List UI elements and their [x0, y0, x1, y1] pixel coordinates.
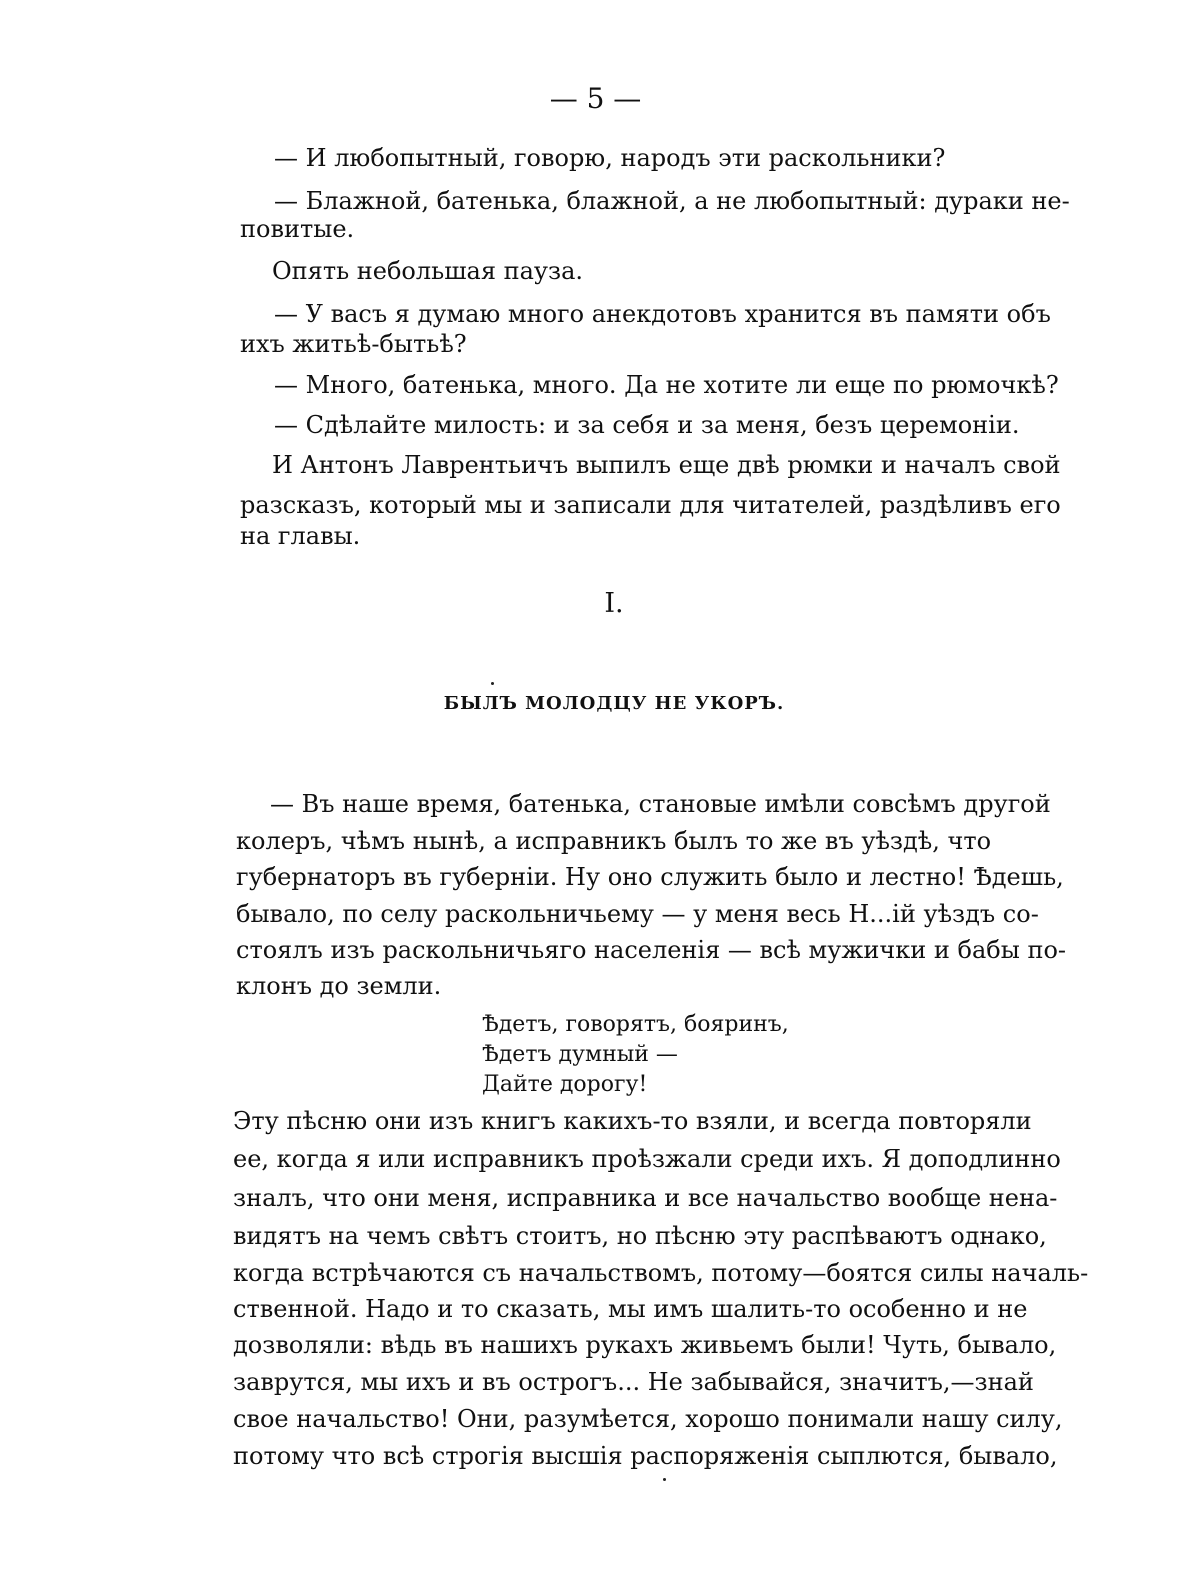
- text-line: ихъ житьѣ-бытьѣ?: [240, 330, 467, 358]
- text-line: когда встрѣчаются съ начальствомъ, потому—боятся силы началь-: [233, 1259, 1089, 1287]
- verse-line: Дайте дорогу!: [482, 1072, 648, 1097]
- text-line: ственной. Надо и то сказать, мы имъ шалить-то особенно и не: [233, 1295, 1028, 1323]
- text-line: свое начальство! Они, разумѣется, хорошо понимали нашу силу,: [233, 1405, 1063, 1433]
- text-line: видятъ на чемъ свѣтъ стоитъ, но пѣсню эту распѣваютъ однако,: [233, 1222, 1047, 1250]
- text-line: — У васъ я думаю много анекдотовъ хранится въ памяти объ: [274, 300, 1051, 328]
- text-line: Опять небольшая пауза.: [272, 257, 584, 285]
- text-line: ее, когда я или исправникъ проѣзжали среди ихъ. Я доподлинно: [233, 1145, 1061, 1173]
- text-line: заврутся, мы ихъ и въ острогъ... Не забывайся, значитъ,—знай: [233, 1368, 1034, 1396]
- chapter-number: I.: [604, 588, 624, 619]
- text-line: разсказъ, который мы и записали для читателей, раздѣливъ его: [240, 491, 1061, 519]
- text-line: потому что всѣ строгія высшія распоряженія сыплются, бывало,: [233, 1442, 1058, 1470]
- verse-line: Ѣдетъ, говорятъ, бояринъ,: [482, 1012, 789, 1037]
- verse-line: Ѣдетъ думный —: [482, 1042, 678, 1067]
- ink-speck: [491, 682, 494, 685]
- text-line: зналъ, что они меня, исправника и все начальство вообще нена-: [233, 1184, 1058, 1212]
- ink-speck: [663, 1478, 666, 1481]
- chapter-title: БЫЛЪ МОЛОДЦУ НЕ УКОРЪ.: [443, 693, 785, 714]
- text-line: колеръ, чѣмъ нынѣ, а исправникъ былъ то же въ уѣздѣ, что: [236, 827, 992, 855]
- text-line: Эту пѣсню они изъ книгъ какихъ-то взяли, и всегда повторяли: [233, 1107, 1032, 1135]
- text-line: — И любопытный, говорю, народъ эти раскольники?: [274, 144, 946, 172]
- text-line: — Много, батенька, много. Да не хотите ли еще по рюмочкѣ?: [274, 371, 1059, 399]
- text-line: клонъ до земли.: [236, 972, 442, 1000]
- text-line: — Блажной, батенька, блажной, а не любопытный: дураки не-: [274, 187, 1070, 215]
- text-line: губернаторъ въ губерніи. Ну оно служить было и лестно! Ѣдешь,: [236, 863, 1064, 891]
- text-line: бывало, по селу раскольничьему — у меня весь Н...ій уѣздъ со-: [236, 900, 1039, 928]
- text-line: стоялъ изъ раскольничьяго населенія — всѣ мужички и бабы по-: [236, 936, 1067, 964]
- text-line: — Сдѣлайте милость: и за себя и за меня, безъ церемоніи.: [274, 411, 1020, 439]
- page-number: — 5 —: [549, 82, 642, 115]
- text-line: на главы.: [240, 522, 361, 550]
- text-line: дозволяли: вѣдь въ нашихъ рукахъ живьемъ были! Чуть, бывало,: [233, 1331, 1057, 1359]
- text-line: — Въ наше время, батенька, становые имѣли совсѣмъ другой: [270, 790, 1051, 818]
- text-line: И Антонъ Лаврентьичъ выпилъ еще двѣ рюмки и началъ свой: [272, 451, 1061, 479]
- text-line: повитые.: [240, 215, 355, 243]
